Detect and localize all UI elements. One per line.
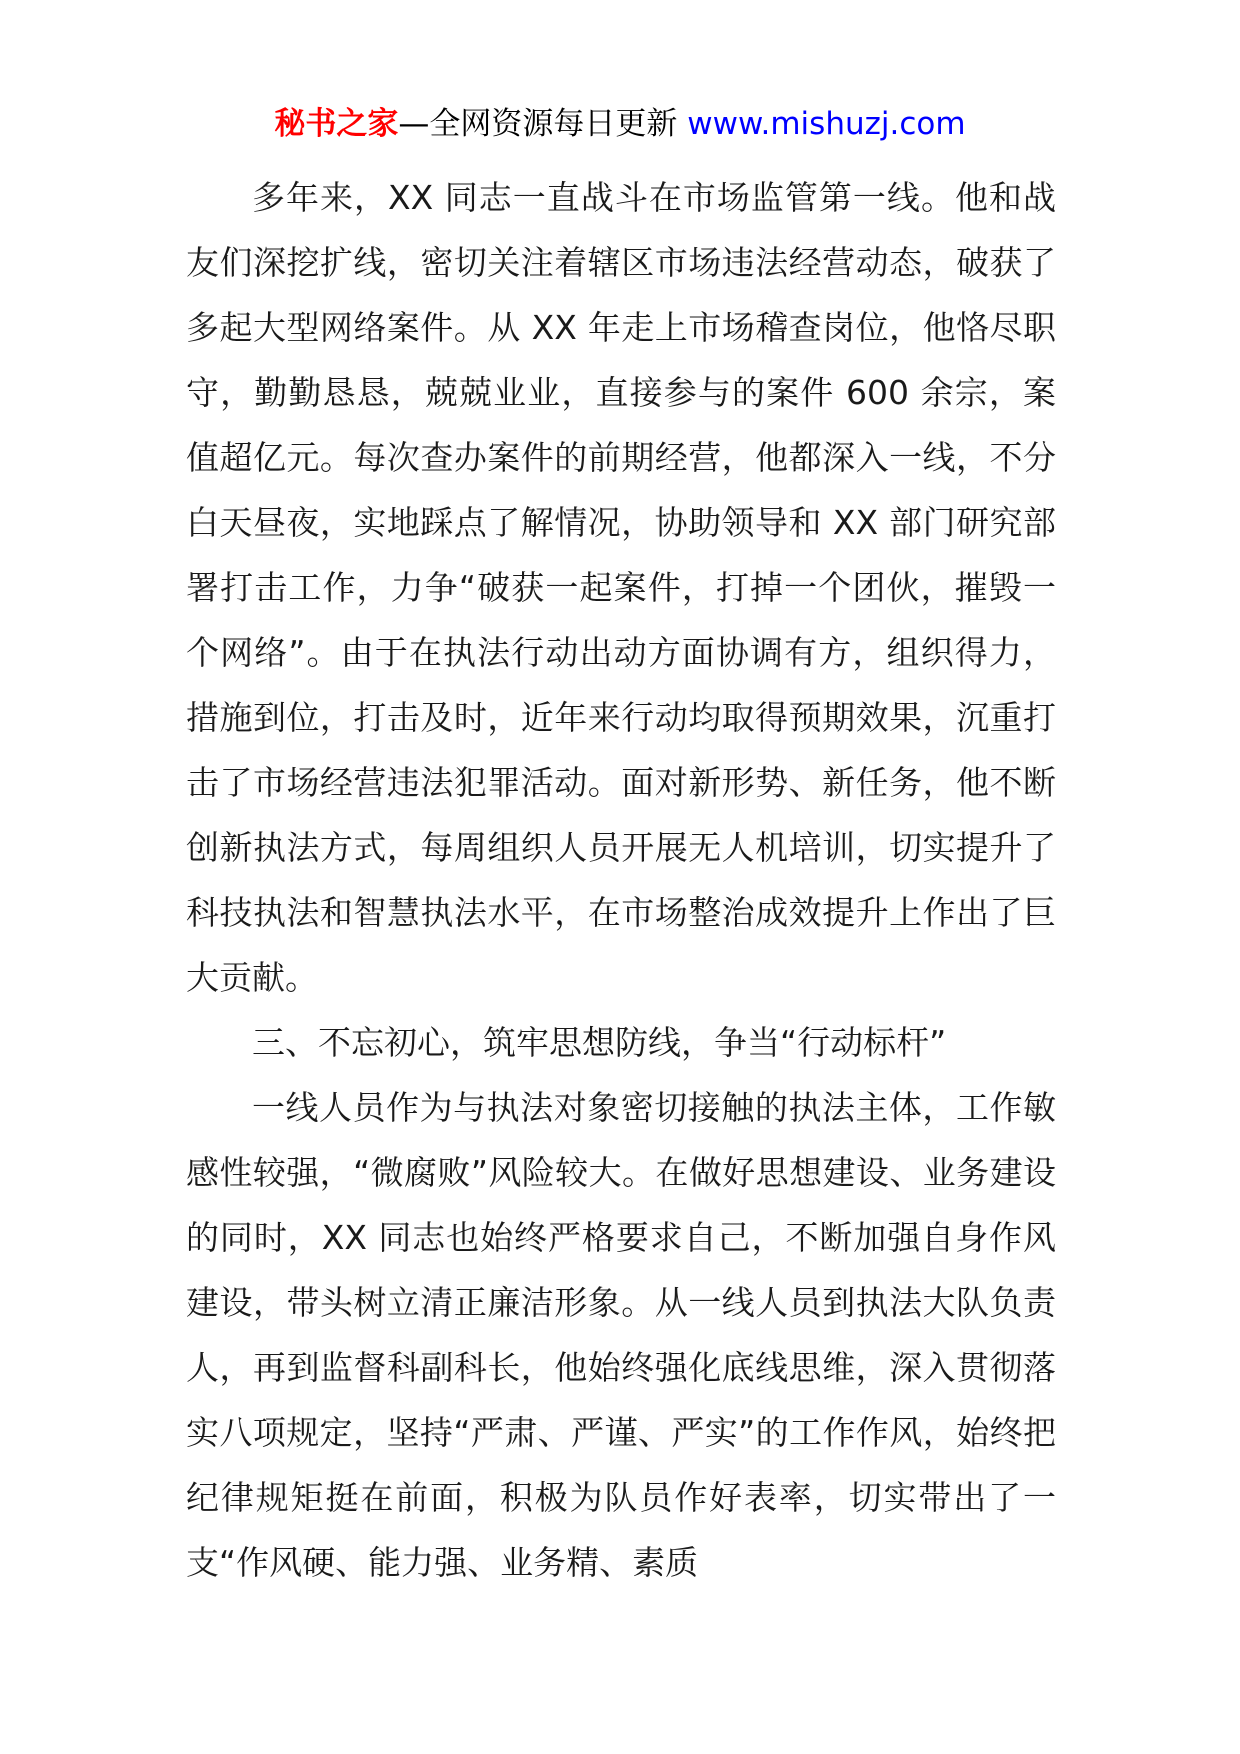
- site-url-link[interactable]: www.mishuzj.com: [687, 106, 966, 142]
- section-heading-three: 三、不忘初心，筑牢思想防线，争当“行动标杆”: [252, 1023, 947, 1062]
- site-header: [0, 102, 1240, 146]
- site-tagline: —全网资源每日更新: [398, 106, 688, 142]
- site-brand: 秘书之家: [274, 106, 399, 142]
- document-body: [186, 165, 1056, 1595]
- paragraph-integrity: 一线人员作为与执法对象密切接触的执法主体，工作敏感性较强，“微腐败”风险较大。在做好思想建设、业务建设的同时，XX 同志也始终严格要求自己，不断加强自身作风建设，带头树立清正廉洁形象。从一线人员到执法大队负责人，再到监督科副科长，他始终强化底线思维，深入贯彻落实八项规定，坚持“严肃、严谨、严实”的工作作风，始终把纪律规矩挺在前面，积极为队员作好表率，切实带出了一支“作风硬、能力强、业务精、素质: [186, 1088, 1056, 1582]
- paragraph-frontline-work: 多年来，XX 同志一直战斗在市场监管第一线。他和战友们深挖扩线，密切关注着辖区市场违法经营动态，破获了多起大型网络案件。从 XX 年走上市场稽查岗位，他恪尽职守，勤勤恳恳，兢兢业业，直接参与的案件 600 余宗，案值超亿元。每次查办案件的前期经营，他都深入一线，不分白天昼夜，实地踩点了解情况，协助领导和 XX 部门研究部署打击工作，力争“破获一起案件，打掉一个团伙，摧毁一个网络”。由于在执法行动出动方面协调有方，组织得力，措施到位，打击及时，近年来行动均取得预期效果，沉重打击了市场经营违法犯罪活动。面对新形势、新任务，他不断创新执法方式，每周组织人员开展无人机培训，切实提升了科技执法和智慧执法水平，在市场整治成效提升上作出了巨大贡献。: [186, 178, 1056, 997]
